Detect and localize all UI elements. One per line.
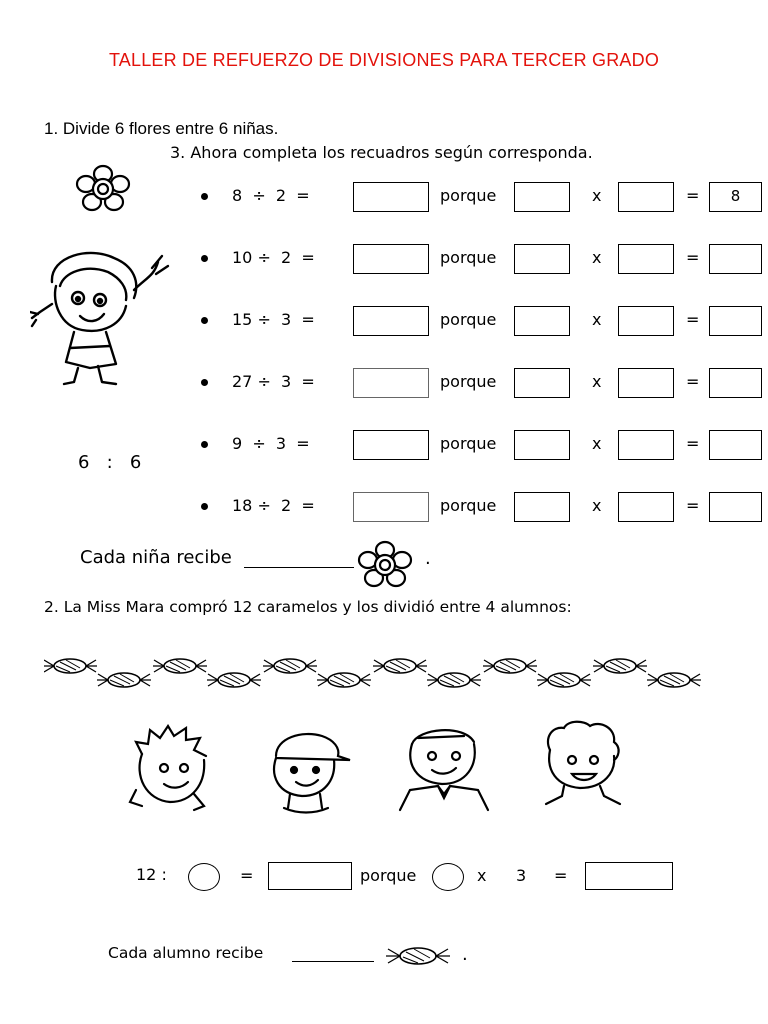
equals-sign: =: [686, 186, 700, 205]
equals-sign: =: [686, 496, 700, 515]
girl-illustration: [30, 242, 180, 392]
question-1: 1. Divide 6 flores entre 6 niñas.: [44, 119, 279, 138]
equals-sign: =: [686, 372, 700, 391]
candy-icon: [44, 659, 97, 673]
period: .: [425, 548, 431, 569]
answer-blank-1[interactable]: [244, 567, 354, 568]
answer-box-factor-2[interactable]: [618, 492, 674, 522]
eq2-three: 3: [516, 866, 527, 885]
times-sign: x: [592, 186, 602, 205]
row-expression: 10 ÷ 2 =: [232, 248, 315, 267]
eq2-equals-2: =: [554, 866, 568, 885]
period: .: [462, 944, 468, 965]
page-title: TALLER DE REFUERZO DE DIVISIONES PARA TERCER GRADO: [108, 50, 660, 70]
candy-icon: [153, 659, 207, 673]
answer-box-product[interactable]: [709, 368, 762, 398]
answer-box-factor-2[interactable]: [618, 430, 674, 460]
candies-row: [44, 652, 704, 696]
answer-box-factor-2[interactable]: [618, 182, 674, 212]
times-sign: x: [592, 372, 602, 391]
boy-3-illustration: [398, 722, 490, 814]
answer-box-quotient[interactable]: [353, 430, 429, 460]
candy-icon: [593, 659, 647, 673]
bullet: [201, 379, 208, 386]
eq2-times: x: [477, 866, 487, 885]
answer-box-quotient[interactable]: [353, 368, 429, 398]
candy-icon: [97, 673, 151, 687]
porque-label: porque: [440, 434, 497, 453]
candy-icon: [378, 940, 458, 972]
row-expression: 27 ÷ 3 =: [232, 372, 315, 391]
bullet: [201, 317, 208, 324]
porque-label: porque: [440, 372, 497, 391]
porque-label: porque: [440, 186, 497, 205]
answer-circle-1[interactable]: [188, 863, 220, 891]
times-sign: x: [592, 434, 602, 453]
eq2-twelve: 12 :: [136, 865, 167, 884]
eq2-porque: porque: [360, 866, 417, 885]
times-sign: x: [592, 310, 602, 329]
equals-sign: =: [686, 248, 700, 267]
answer-box-product[interactable]: [709, 492, 762, 522]
candy-icon: [317, 673, 371, 687]
flower-icon: [356, 540, 414, 588]
candy-icon: [263, 659, 317, 673]
porque-label: porque: [440, 310, 497, 329]
times-sign: x: [592, 248, 602, 267]
answer-box-factor-1[interactable]: [514, 430, 570, 460]
answer-box-product[interactable]: 8: [709, 182, 762, 212]
row-expression: 8 ÷ 2 =: [232, 186, 310, 205]
candy-icon: [427, 673, 481, 687]
answer-box-factor-1[interactable]: [514, 244, 570, 274]
flower-icon: [74, 164, 132, 212]
answer-box-eq2-1[interactable]: [268, 862, 352, 890]
division-6-6: 6 : 6: [78, 452, 142, 473]
boy-4-illustration: [538, 720, 628, 812]
question-3: 3. Ahora completa los recuadros según corresponda.: [170, 143, 593, 162]
answer-box-factor-1[interactable]: [514, 182, 570, 212]
answer-box-quotient[interactable]: [353, 244, 429, 274]
equals-sign: =: [686, 434, 700, 453]
answer-box-product[interactable]: [709, 244, 762, 274]
answer-box-factor-2[interactable]: [618, 368, 674, 398]
candy-icon: [537, 673, 591, 687]
answer-box-quotient[interactable]: [353, 492, 429, 522]
answer-box-factor-2[interactable]: [618, 306, 674, 336]
bullet: [201, 441, 208, 448]
answer-box-product[interactable]: [709, 306, 762, 336]
bullet: [201, 503, 208, 510]
answer-box-quotient[interactable]: [353, 306, 429, 336]
answer-box-factor-1[interactable]: [514, 492, 570, 522]
answer-circle-2[interactable]: [432, 863, 464, 891]
candy-icon: [483, 659, 537, 673]
row-expression: 9 ÷ 3 =: [232, 434, 310, 453]
answer-box-eq2-2[interactable]: [585, 862, 673, 890]
porque-label: porque: [440, 248, 497, 267]
equals-sign: =: [686, 310, 700, 329]
answer-box-factor-2[interactable]: [618, 244, 674, 274]
candy-icon: [373, 659, 427, 673]
bullet: [201, 255, 208, 262]
boy-1-illustration: [128, 724, 218, 814]
times-sign: x: [592, 496, 602, 515]
question-2: 2. La Miss Mara compró 12 caramelos y los dividió entre 4 alumnos:: [44, 598, 572, 616]
answer-box-product[interactable]: [709, 430, 762, 460]
candy-icon: [207, 673, 261, 687]
answer-blank-2[interactable]: [292, 961, 374, 962]
answer-box-factor-1[interactable]: [514, 368, 570, 398]
bullet: [201, 193, 208, 200]
cada-nina-text: Cada niña recibe: [80, 547, 232, 568]
eq2-equals: =: [240, 866, 254, 885]
cada-alumno-text: Cada alumno recibe: [108, 944, 264, 962]
answer-box-quotient[interactable]: [353, 182, 429, 212]
row-expression: 15 ÷ 3 =: [232, 310, 315, 329]
boy-2-illustration: [262, 728, 352, 816]
answer-box-factor-1[interactable]: [514, 306, 570, 336]
porque-label: porque: [440, 496, 497, 515]
row-expression: 18 ÷ 2 =: [232, 496, 315, 515]
candy-icon: [647, 673, 701, 687]
